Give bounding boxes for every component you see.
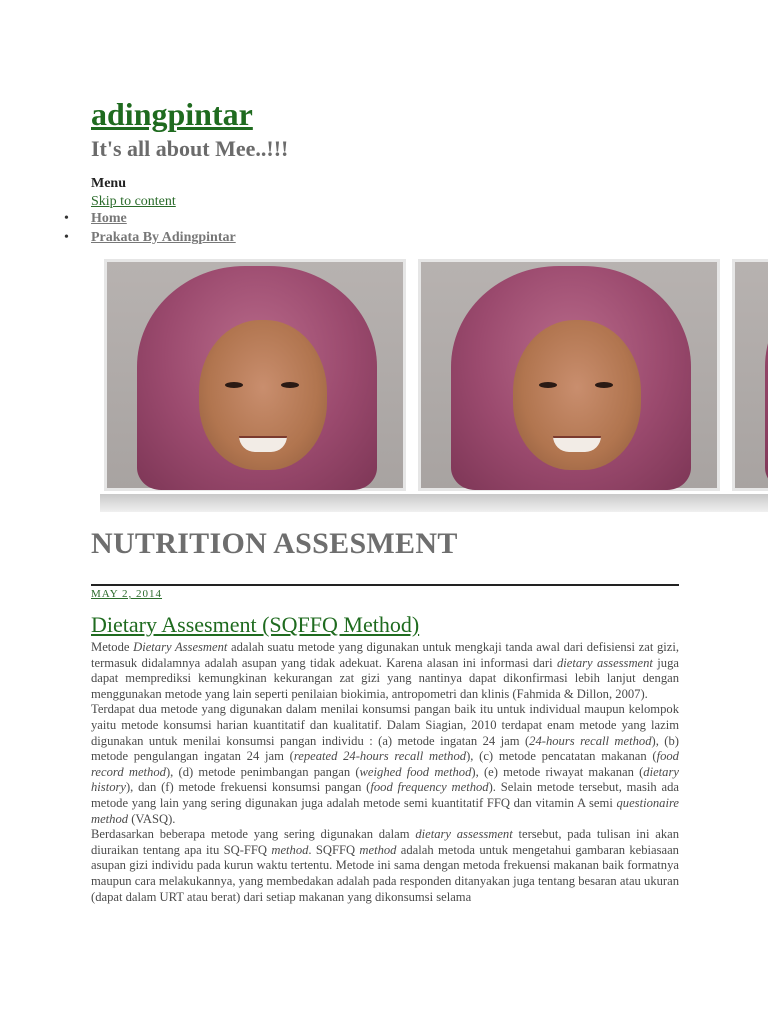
nav-link-home[interactable]: Home — [91, 211, 127, 226]
site-title-link[interactable]: adingpintar — [91, 96, 253, 132]
nav-link-prakata[interactable]: Prakata By Adingpintar — [91, 230, 236, 245]
site-tagline: It's all about Mee..!!! — [91, 136, 289, 161]
banner-divider — [100, 494, 768, 512]
header-banner — [100, 256, 768, 514]
skip-to-content-link[interactable]: Skip to content — [91, 194, 176, 209]
banner-photo — [418, 259, 720, 491]
post-date-link[interactable]: MAY 2, 2014 — [91, 588, 163, 600]
post-paragraph: Terdapat dua metode yang digunakan dalam menilai konsumsi pangan baik itu untuk individual maupun kelompok yaitu metode konsumsi harian kuantitatif dan kualitatif. Dalam Siagian, 2010 terdapat enam metode yang lazim digunakan untuk menilai konsumsi pangan individu : (a) metode ingatan 24 jam (24-hours recall method), (b) metode pengulangan ingatan 24 jam (repeated 24-hours recall method), (c) metode pencatatan makanan (food record method), (d) metode penimbangan pangan (weighed food method), (e) metode riwayat makanan (dietary history), dan (f) metode frekuensi konsumsi pangan (food frequency method). Selain metode tersebut, masih ada metode yang lain yang sering digunakan juga adalah metode semi kuantitatif FFQ dan vitamin A semi questionaire method (VASQ). — [91, 702, 679, 826]
menu-toggle[interactable]: Menu — [91, 176, 126, 191]
banner-photo — [104, 259, 406, 491]
post-paragraph: Metode Dietary Assesment adalah suatu metode yang digunakan untuk mengkaji tanda awal dari defisiensi zat gizi, termasuk didalamnya adalah asupan yang tidak adekuat. Karena alasan ini informasi dari dietary assessment juga dapat memprediksi kemungkinan kekurangan zat gizi yang nantinya dapat dikonfirmasi lebih lanjut dengan menggunakan metode yang lain seperti penilaian biokimia, antropometri dan klinis (Fahmida & Dillon, 2007). — [91, 640, 679, 701]
post-paragraph: Berdasarkan beberapa metode yang sering digunakan dalam dietary assessment tersebut, pada tulisan ini akan diuraikan tentang apa itu SQ-FFQ method. SQFFQ method adalah metoda untuk mengetahui gambaran kebiasaan asupan gizi individu pada kurun waktu tertentu. Metode ini sama dengan metoda frekuensi makanan baik formatnya maupun cara melakukannya, yang membedakan adalah pada responden ditanyakan juga tentang besaran atau ukuran (dapat dalam URT atau berat) dari setiap makanan yang dikonsumsi selama — [91, 827, 680, 904]
post-title-link[interactable]: Dietary Assesment (SQFFQ Method) — [91, 612, 420, 637]
bullet-icon: • — [64, 230, 69, 245]
banner-photo — [732, 259, 768, 491]
bullet-icon: • — [64, 211, 69, 226]
page-title: NUTRITION ASSESMENT — [91, 527, 458, 560]
post-content — [91, 640, 679, 905]
title-divider — [91, 584, 679, 586]
